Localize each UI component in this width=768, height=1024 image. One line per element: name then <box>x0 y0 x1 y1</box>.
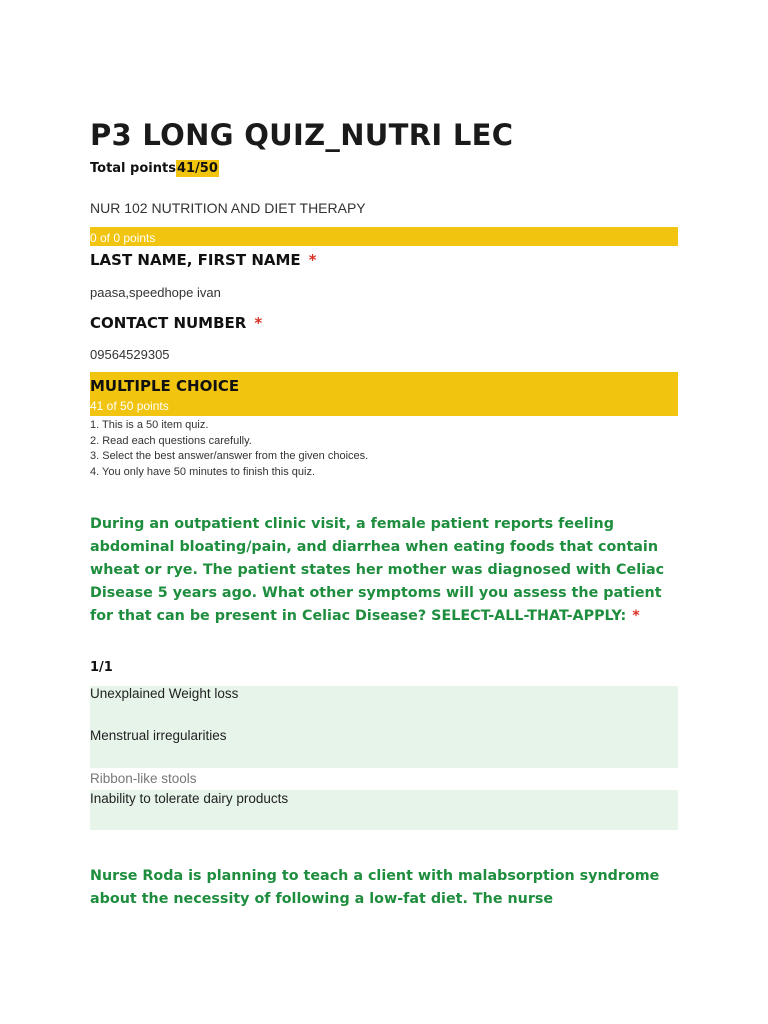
required-asterisk: * <box>308 251 317 269</box>
required-asterisk: * <box>254 314 263 332</box>
page-title: P3 LONG QUIZ_NUTRI LEC <box>90 118 514 152</box>
option-menstrual-irregularities[interactable]: Menstrual irregularities <box>90 728 227 743</box>
field-label-text: LAST NAME, FIRST NAME <box>90 251 301 269</box>
field-label-text: CONTACT NUMBER <box>90 314 247 332</box>
contact-number-value: 09564529305 <box>90 347 170 362</box>
total-points-value: 41/50 <box>176 161 218 176</box>
question-1-text <box>90 513 678 628</box>
contact-number-label <box>90 314 262 332</box>
instruction-item: 4. You only have 50 minutes to finish this quiz. <box>90 465 316 478</box>
last-first-name-value: paasa,speedhope ivan <box>90 285 221 300</box>
multiple-choice-section-header <box>90 372 678 416</box>
section-title: MULTIPLE CHOICE <box>90 377 240 395</box>
question-2-text: Nurse Roda is planning to teach a client with malabsorption syndrome about the necessity of following a low-fat diet. The nurse <box>90 868 660 907</box>
question-text: During an outpatient clinic visit, a female patient reports feeling abdominal bloating/pain, and diarrhea when eating foods that contain wheat or rye. The patient states her mother was diagnosed with Celiac Disease 5 years ago. What other symptoms will you assess the patient for that can be present in Celiac Disease? SELECT-ALL-THAT-APPLY: <box>90 516 665 624</box>
option-inability-to-tolerate-dairy[interactable]: Inability to tolerate dairy products <box>90 791 289 806</box>
option-ribbon-like-stools[interactable]: Ribbon-like stools <box>90 771 197 786</box>
intro-section-points: 0 of 0 points <box>90 231 156 245</box>
intro-section-header <box>90 227 678 246</box>
instruction-item: 1. This is a 50 item quiz. <box>90 419 209 431</box>
required-asterisk: * <box>632 608 640 624</box>
total-points <box>90 161 219 176</box>
instruction-item: 2. Read each questions carefully. <box>90 434 252 447</box>
option-unexplained-weight-loss[interactable]: Unexplained Weight loss <box>90 686 239 701</box>
total-points-label: Total points <box>90 161 176 176</box>
question-1-score: 1/1 <box>90 660 113 675</box>
section-points: 41 of 50 points <box>90 399 169 413</box>
instructions-list <box>90 418 368 480</box>
instruction-item: 3. Select the best answer/answer from the given choices. <box>90 450 369 462</box>
course-name: NUR 102 NUTRITION AND DIET THERAPY <box>90 200 366 216</box>
last-first-name-label <box>90 251 317 269</box>
